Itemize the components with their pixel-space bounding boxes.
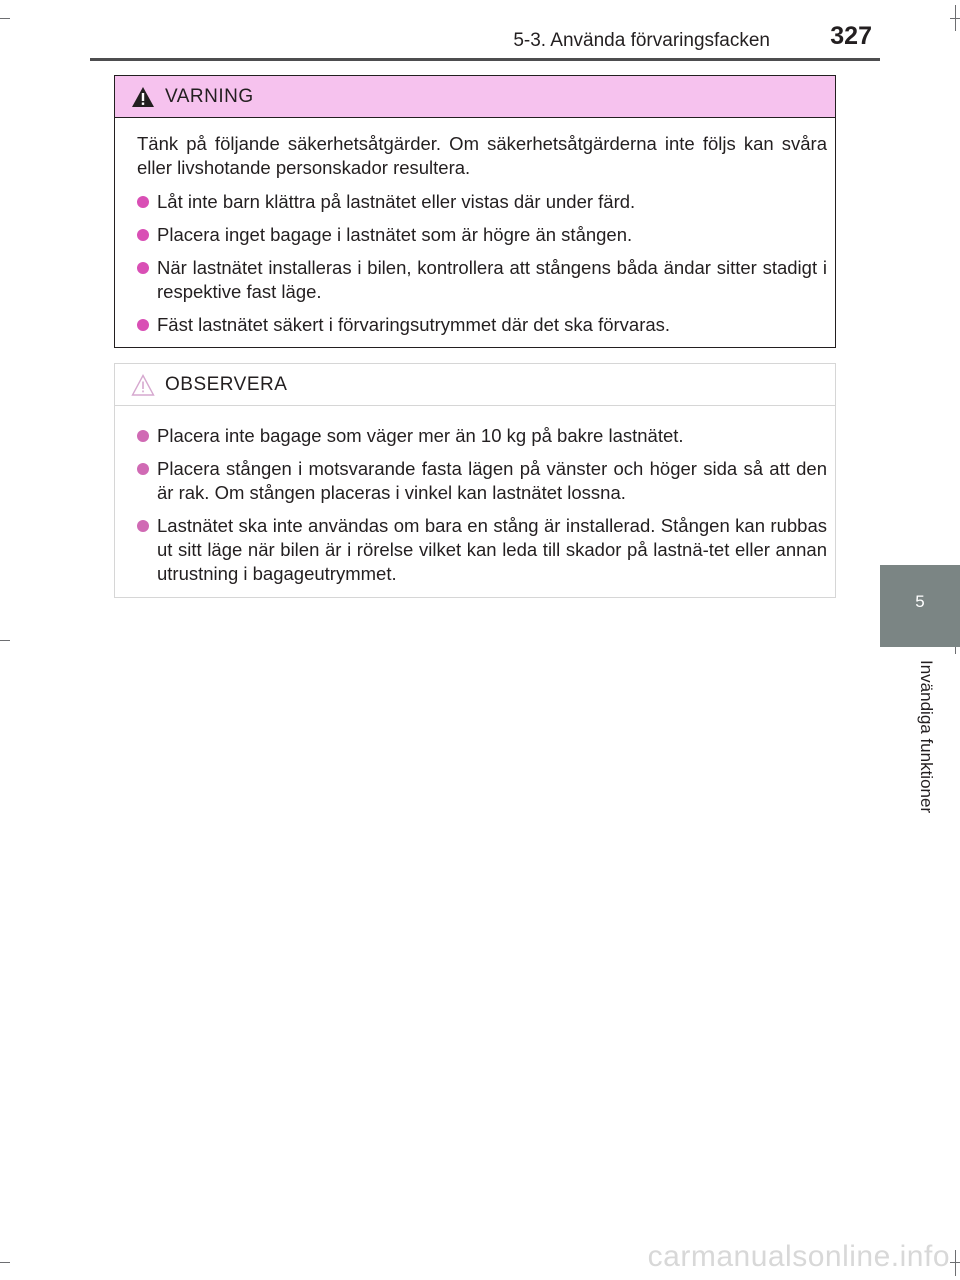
- list-item-text: Lastnätet ska inte användas om bara en stång är installerad. Stången kan rubbas ut sitt läge när bilen är i rörelse vilket kan leda till skador på lastnä-tet eller annan utrustning i bagageutrymmet.: [157, 515, 827, 584]
- crop-mark: [0, 18, 10, 19]
- list-item: [137, 223, 827, 247]
- warning-box: [114, 75, 836, 348]
- notice-box: [114, 363, 836, 598]
- notice-body: [115, 406, 835, 586]
- list-item-text: Fäst lastnätet säkert i förvaringsutrymmet där det ska förvaras.: [157, 314, 671, 335]
- notice-header: [115, 364, 835, 406]
- warning-triangle-icon: [131, 86, 155, 108]
- crop-mark: [0, 1262, 10, 1263]
- bullet-dot: [137, 430, 149, 442]
- crop-mark: [0, 640, 10, 641]
- crop-mark: [955, 1250, 956, 1276]
- list-item-text: Placera inget bagage i lastnätet som är högre än stången.: [157, 224, 633, 245]
- bullet-dot: [137, 463, 149, 475]
- list-item: [137, 514, 827, 586]
- warning-intro: Tänk på följande säkerhetsåtgärder. Om säkerhetsåtgärderna inte följs kan svåra eller livshotande personskador resultera.: [137, 133, 827, 178]
- list-item-text: Placera stången i motsvarande fasta lägen på vänster och höger sida så att den är rak. Om stången placeras i vinkel kan lastnätet lossna.: [157, 458, 827, 503]
- bullet-dot: [137, 196, 149, 208]
- watermark: carmanualsonline.info: [647, 1240, 950, 1273]
- bullet-dot: [137, 319, 149, 331]
- page-number: 327: [830, 22, 872, 50]
- crop-mark: [955, 5, 956, 31]
- bullet-dot: [137, 520, 149, 532]
- list-item: [137, 457, 827, 505]
- chapter-tab: [880, 565, 960, 647]
- chapter-number: 5: [915, 592, 925, 611]
- bullet-dot: [137, 262, 149, 274]
- list-item: [137, 313, 827, 337]
- list-item: [137, 424, 827, 448]
- warning-title: VARNING: [165, 85, 254, 107]
- chapter-label: Invändiga funktioner: [917, 660, 936, 814]
- list-item: [137, 256, 827, 304]
- notice-title: OBSERVERA: [165, 373, 288, 395]
- bullet-dot: [137, 229, 149, 241]
- list-item: [137, 190, 827, 214]
- list-item-text: När lastnätet installeras i bilen, kontrollera att stångens båda ändar sitter stadigt i respektive fast läge.: [157, 257, 827, 302]
- caution-triangle-icon: [131, 374, 155, 396]
- warning-body: [115, 118, 835, 337]
- list-item-text: Låt inte barn klättra på lastnätet eller vistas där under färd.: [157, 191, 636, 212]
- warning-header: [115, 76, 835, 118]
- header-rule: [90, 58, 880, 61]
- list-item-text: Placera inte bagage som väger mer än 10 kg på bakre lastnätet.: [157, 425, 684, 446]
- section-title: 5-3. Använda förvaringsfacken: [513, 30, 770, 51]
